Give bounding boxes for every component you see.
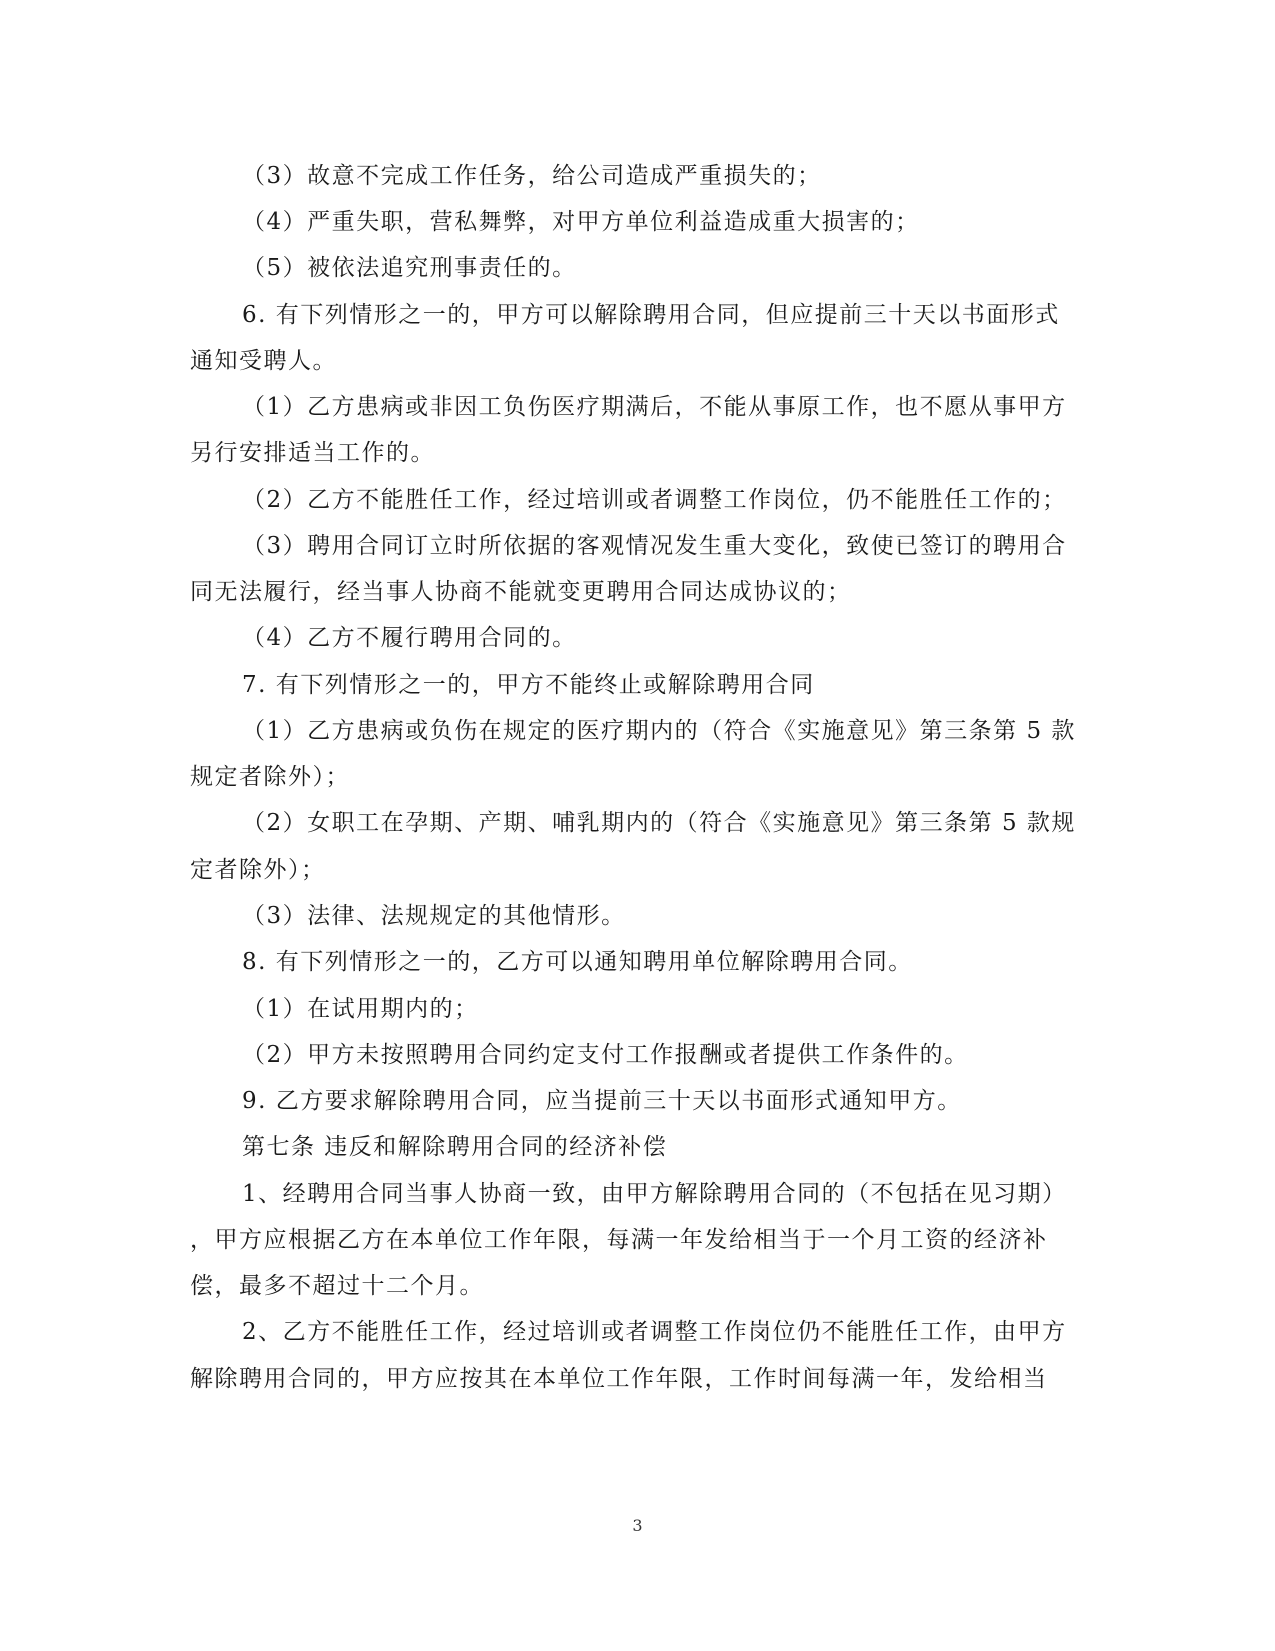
- clause-line: （5）被依法追究刑事责任的。: [242, 255, 577, 281]
- clause-line: （3）聘用合同订立时所依据的客观情况发生重大变化，致使已签订的聘用合: [242, 533, 1067, 559]
- clause-line: 1、经聘用合同当事人协商一致，由甲方解除聘用合同的（不包括在见习期）: [242, 1181, 1067, 1207]
- clause-line: （4）严重失职，营私舞弊，对甲方单位利益造成重大损害的；: [242, 209, 920, 235]
- clause-line: 规定者除外）；: [190, 764, 350, 790]
- clause-line: （1）在试用期内的；: [242, 996, 479, 1022]
- clause-line: （2）乙方不能胜任工作，经过培训或者调整工作岗位，仍不能胜任工作的；: [242, 487, 1067, 513]
- clause-line: ，甲方应根据乙方在本单位工作年限，每满一年发给相当于一个月工资的经济补: [190, 1227, 1048, 1253]
- clause-line: （3）故意不完成工作任务，给公司造成严重损失的；: [242, 163, 822, 189]
- article-heading: 第七条 违反和解除聘用合同的经济补偿: [242, 1134, 668, 1160]
- clause-line: （2）女职工在孕期、产期、哺乳期内的（符合《实施意见》第三条第 5 款规: [242, 810, 1076, 836]
- clause-line: 6. 有下列情形之一的，甲方可以解除聘用合同，但应提前三十天以书面形式: [242, 302, 1060, 328]
- clause-line: （2）甲方未按照聘用合同约定支付工作报酬或者提供工作条件的。: [242, 1042, 969, 1068]
- clause-line: 7. 有下列情形之一的，甲方不能终止或解除聘用合同: [242, 672, 815, 698]
- clause-line: 通知受聘人。: [190, 348, 337, 374]
- clause-line: 另行安排适当工作的。: [190, 440, 435, 466]
- clause-line: 2、乙方不能胜任工作，经过培训或者调整工作岗位仍不能胜任工作，由甲方: [242, 1319, 1067, 1345]
- clause-line: 8. 有下列情形之一的，乙方可以通知聘用单位解除聘用合同。: [242, 949, 913, 975]
- clause-line: （1）乙方患病或负伤在规定的医疗期内的（符合《实施意见》第三条第 5 款: [242, 718, 1076, 744]
- clause-line: 定者除外）；: [190, 857, 326, 883]
- clause-line: 偿，最多不超过十二个月。: [190, 1273, 484, 1299]
- clause-line: （3）法律、法规规定的其他情形。: [242, 903, 626, 929]
- clause-line: （1）乙方患病或非因工负伤医疗期满后，不能从事原工作，也不愿从事甲方: [242, 394, 1067, 420]
- clause-line: 同无法履行，经当事人协商不能就变更聘用合同达成协议的；: [190, 579, 852, 605]
- clause-line: 9. 乙方要求解除聘用合同，应当提前三十天以书面形式通知甲方。: [242, 1088, 962, 1114]
- page-number: 3: [632, 1516, 643, 1535]
- clause-line: 解除聘用合同的，甲方应按其在本单位工作年限，工作时间每满一年，发给相当: [190, 1366, 1048, 1392]
- clause-line: （4）乙方不履行聘用合同的。: [242, 625, 577, 651]
